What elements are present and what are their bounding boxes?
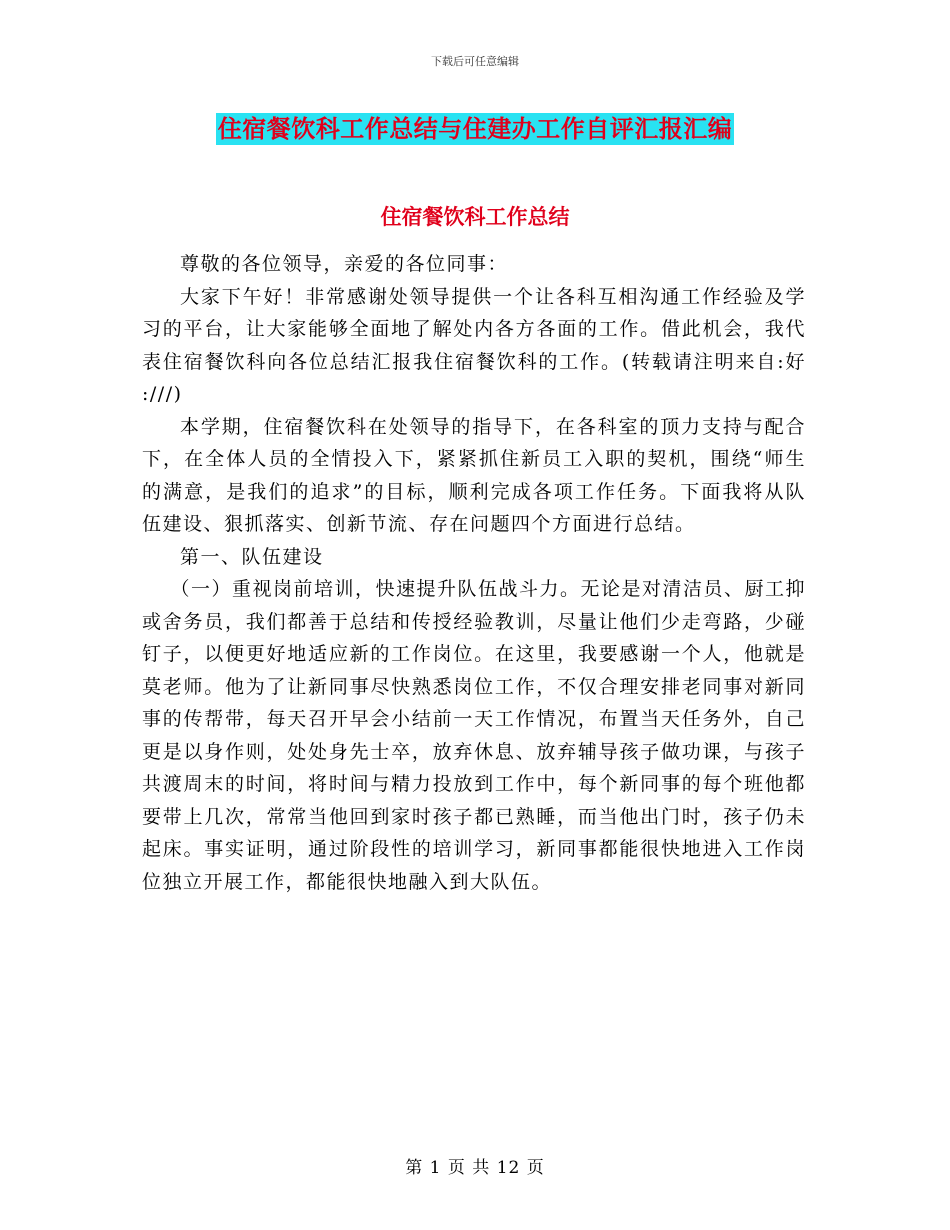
overview-paragraph: 本学期，住宿餐饮科在处领导的指导下，在各科室的顶力支持与配合下，在全体人员的全情投入下，紧紧抓住新员工入职的契机，围绕“师生的满意，是我们的追求”的目标，顺利完成各项工作任务。下面我将从队伍建设、狠抓落实、创新节流、存在问题四个方面进行总结。 <box>142 415 806 535</box>
page-header-note: 下载后可任意编辑 <box>431 55 519 68</box>
heading-team-building: 第一、队伍建设 <box>180 545 324 568</box>
salutation-paragraph: 尊敬的各位领导，亲爱的各位同事： <box>180 253 509 275</box>
document-title: 住宿餐饮科工作总结与住建办工作自评汇报汇编 <box>217 115 733 143</box>
document-title-container <box>0 113 950 145</box>
section-title: 住宿餐饮科工作总结 <box>380 205 570 229</box>
training-paragraph: （一）重视岗前培训，快速提升队伍战斗力。无论是对清洁员、厨工抑或舍务员，我们都善于总结和传授经验教训，尽量让他们少走弯路，少碰钉子，以便更好地适应新的工作岗位。在这里，我要感谢一个人，他就是莫老师。他为了让新同事尽快熟悉岗位工作，不仅合理安排老同事对新同事的传帮带，每天召开早会小结前一天工作情况，布置当天任务外，自己更是以身作则，处处身先士卒，放弃休息、放弃辅导孩子做功课，与孩子共渡周末的时间，将时间与精力投放到工作中，每个新同事的每个班他都要带上几次，常常当他回到家时孩子都已熟睡，而当他出门时，孩子仍未起床。事实证明，通过阶段性的培训学习，新同事都能很快地进入工作岗位独立开展工作，都能很快地融入到大队伍。 <box>142 578 807 893</box>
page-number: 第 1 页 共 12 页 <box>405 1158 545 1178</box>
document-body <box>142 248 806 898</box>
greeting-paragraph: 大家下午好！非常感谢处领导提供一个让各科互相沟通工作经验及学习的平台，让大家能够全面地了解处内各方各面的工作。借此机会，我代表住宿餐饮科向各位总结汇报我住宿餐饮科的工作。(转载请注明来自:好 ://​/) <box>142 285 806 405</box>
